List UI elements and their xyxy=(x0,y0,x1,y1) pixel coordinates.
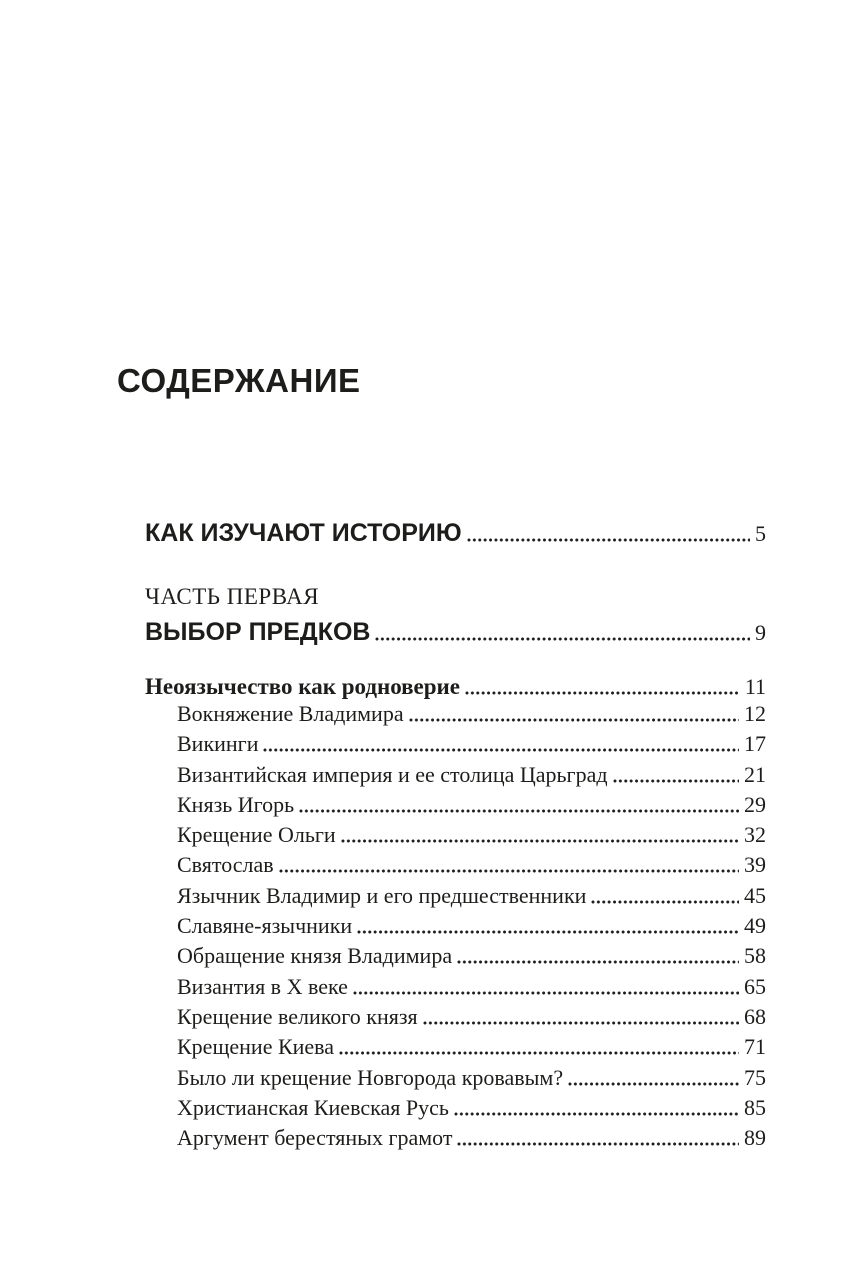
toc-entry-label: Викинги xyxy=(177,731,259,757)
toc-entry-page-number: 75 xyxy=(744,1064,766,1090)
toc-entry-page-number: 21 xyxy=(744,761,766,787)
toc-entry-page-number: 49 xyxy=(744,913,766,939)
toc-entry xyxy=(145,1093,766,1123)
toc-entry-label: Вокняжение Владимира xyxy=(177,701,404,726)
toc-entry-label: Обращение князя Владимира xyxy=(177,943,453,969)
toc-entry-label: КАК ИЗУЧАЮТ ИСТОРИЮ xyxy=(145,519,462,547)
toc-entry-label: Крещение Киева xyxy=(177,1034,335,1060)
toc-entry-label: Было ли крещение Новгорода кровавым? xyxy=(177,1064,564,1090)
toc-entry-page-number: 85 xyxy=(744,1094,766,1120)
toc-entry-label: Крещение Ольги xyxy=(177,822,336,848)
toc-entry xyxy=(145,881,766,911)
toc-entry xyxy=(145,1123,766,1153)
toc-entry xyxy=(145,941,766,971)
toc-entry xyxy=(145,729,766,759)
toc-entry-label: Аргумент берестяных грамот xyxy=(177,1125,453,1151)
toc-entry-label: Крещение великого князя xyxy=(177,1003,418,1029)
toc-entry xyxy=(145,911,766,941)
part-kicker: ЧАСТЬ ПЕРВАЯ xyxy=(145,584,320,609)
toc-entry-page-number: 32 xyxy=(744,822,766,848)
toc-entry xyxy=(145,1063,766,1093)
toc-entry-chapter xyxy=(145,517,766,549)
toc-subitems xyxy=(145,699,766,1153)
toc-entry-page-number: 29 xyxy=(744,791,766,817)
toc-entry-label: Славяне-язычники xyxy=(177,913,353,939)
toc-entry xyxy=(145,699,766,729)
page-title: СОДЕРЖАНИЕ xyxy=(117,362,361,399)
toc-entry-page-number: 68 xyxy=(744,1003,766,1029)
toc-entry xyxy=(145,850,766,880)
toc-entry xyxy=(145,760,766,790)
toc-entry-page-number: 17 xyxy=(744,731,766,757)
toc-entry-label: Неоязычество как родноверие xyxy=(145,674,461,699)
toc-entry-label: Византийская империя и ее столица Царьград xyxy=(177,761,608,787)
toc-entry-page-number: 5 xyxy=(755,521,766,546)
toc-entry-label: Святослав xyxy=(177,852,274,878)
toc-entry xyxy=(145,1002,766,1032)
toc-entry xyxy=(145,790,766,820)
toc-entry-section xyxy=(145,672,766,702)
toc-entry xyxy=(145,1032,766,1062)
toc-entry-label: Язычник Владимир и его предшественники xyxy=(177,882,587,908)
toc-entry-part xyxy=(145,616,766,648)
table-of-contents xyxy=(145,0,766,1269)
toc-entry-page-number: 39 xyxy=(744,852,766,878)
toc-entry-page-number: 71 xyxy=(744,1034,766,1060)
toc-entry xyxy=(145,972,766,1002)
toc-entry-page-number: 12 xyxy=(744,701,766,726)
toc-entry-page-number: 9 xyxy=(755,620,766,645)
toc-entry-page-number: 11 xyxy=(744,674,766,699)
toc-entry xyxy=(145,820,766,850)
toc-entry-page-number: 65 xyxy=(744,973,766,999)
toc-entry-label: Христианская Киевская Русь xyxy=(177,1094,449,1120)
toc-entry-label: Князь Игорь xyxy=(177,791,295,817)
toc-entry-page-number: 58 xyxy=(744,943,766,969)
toc-entry-label: ВЫБОР ПРЕДКОВ xyxy=(145,618,371,646)
toc-entry-page-number: 89 xyxy=(744,1125,766,1151)
toc-entry-label: Византия в X веке xyxy=(177,973,348,999)
toc-entry-page-number: 45 xyxy=(744,882,766,908)
